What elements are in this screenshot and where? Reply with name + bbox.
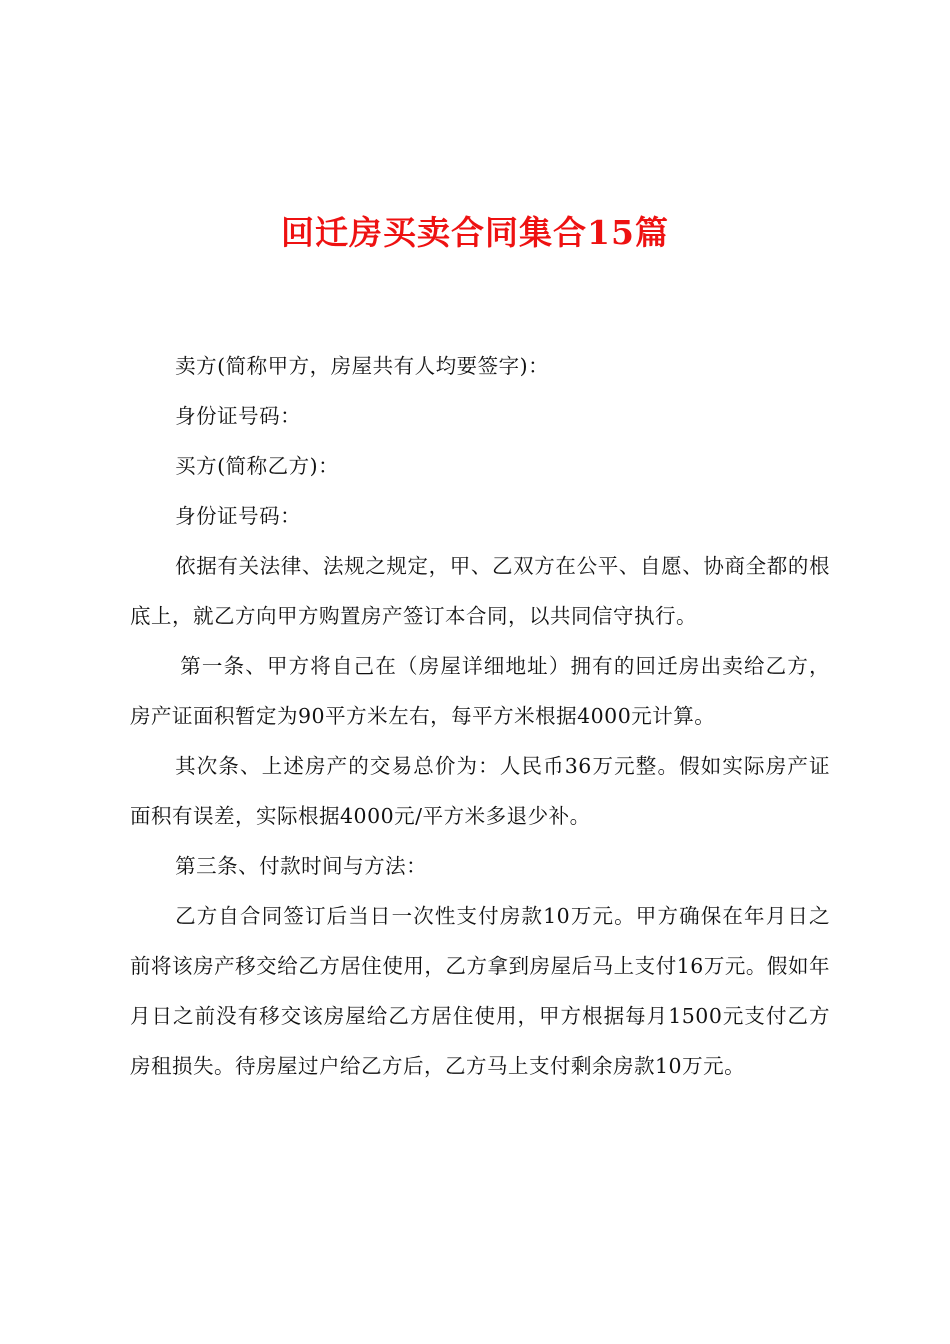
paragraph-buyer: 买方(简称乙方)：: [175, 454, 340, 478]
paragraph-article-3-heading: 第三条、付款时间与方法：: [175, 854, 428, 878]
paragraph-seller-id: 身份证号码：: [175, 404, 302, 428]
paragraph-article-2: 其次条、上述房产的交易总价为：人民币36万元整。假如实际房产证面积有误差，实际根据4000元/平方米多退少补。: [130, 754, 830, 828]
paragraph-buyer-id: 身份证号码：: [175, 504, 302, 528]
document-title: 回迁房买卖合同集合15篇: [281, 213, 669, 252]
document-body: [130, 341, 830, 1091]
paragraph-preamble: 依据有关法律、法规之规定，甲、乙双方在公平、自愿、协商全都的根底上，就乙方向甲方购置房产签订本合同，以共同信守执行。: [130, 554, 830, 628]
paragraph-payment-terms: 乙方自合同签订后当日一次性支付房款10万元。甲方确保在年月日之前将该房产移交给乙方居住使用，乙方拿到房屋后马上支付16万元。假如年月日之前没有移交该房屋给乙方居住使用，甲方根据每月1500元支付乙方房租损失。待房屋过户给乙方后，乙方马上支付剩余房款10万元。: [130, 904, 830, 1078]
paragraph-seller: 卖方(简称甲方，房屋共有人均要签字)：: [175, 354, 550, 378]
paragraph-article-1: 第一条、甲方将自己在（房屋详细地址）拥有的回迁房出卖给乙方，房产证面积暂定为90平方米左右，每平方米根据4000元计算。: [130, 654, 830, 728]
